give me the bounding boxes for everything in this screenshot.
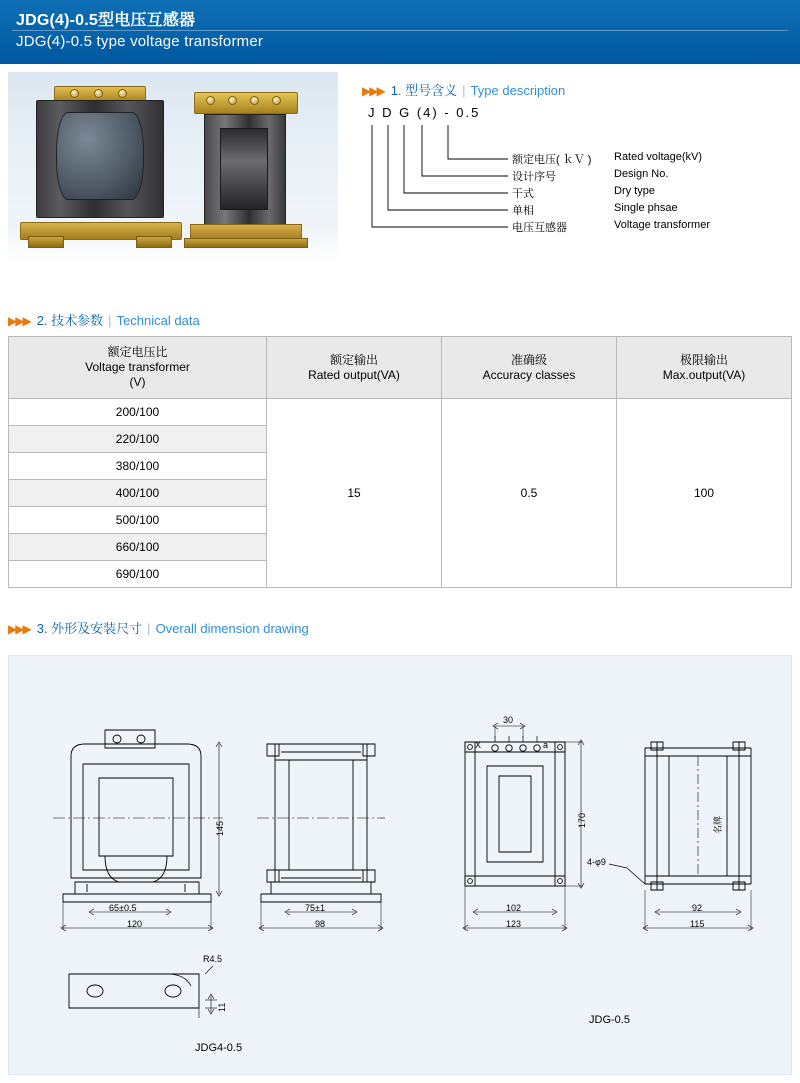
header-en: Max.output(VA) xyxy=(662,367,746,382)
type-code: J D G (4) - 0.5 xyxy=(368,105,481,120)
cell-max-output: 100 xyxy=(617,399,792,588)
legend-label-en: Dry type xyxy=(614,185,655,197)
screw-icon xyxy=(272,96,281,105)
table-header-rated-output xyxy=(267,337,442,399)
screw-icon xyxy=(118,89,127,98)
section-number: 2. xyxy=(36,313,48,328)
legend-label-cn: 单相 xyxy=(512,205,534,217)
table-header-accuracy-classes xyxy=(442,337,617,399)
section-title-en: Overall dimension drawing xyxy=(155,621,309,636)
header-cn: 额定电压比 xyxy=(107,345,168,359)
dimension-170: 170 xyxy=(577,812,587,828)
cell-voltage-ratio: 500/100 xyxy=(9,507,267,534)
header-en: Accuracy classes xyxy=(482,367,576,382)
arrow-icon: ▶▶▶ xyxy=(362,84,384,98)
screw-icon xyxy=(94,89,103,98)
header-en: Rated output(VA) xyxy=(308,367,400,382)
technical-data-table-wrapper xyxy=(8,336,792,588)
dimension-thickness-11: 11 xyxy=(217,1002,227,1012)
dimension-145: 145 xyxy=(215,820,225,836)
section-title-cn: 技术参数 xyxy=(51,313,104,328)
header-divider xyxy=(12,30,788,31)
section-heading-technical-data xyxy=(8,310,200,329)
cell-voltage-ratio: 690/100 xyxy=(9,561,267,588)
technical-data-table xyxy=(8,336,792,588)
section-number: 1. xyxy=(390,83,402,98)
dimension-30: 30 xyxy=(503,715,514,725)
header-cn: 准确级 xyxy=(510,352,547,367)
arrow-icon: ▶▶▶ xyxy=(8,622,30,636)
section-title-en: Type description xyxy=(470,83,566,98)
legend-label-en: Single phsae xyxy=(614,202,678,214)
legend-label-cn: 设计序号 xyxy=(512,171,556,183)
screw-icon xyxy=(206,96,215,105)
screw-icon xyxy=(228,96,237,105)
header-en: Voltage transformer xyxy=(85,360,190,374)
dimension-102: 102 xyxy=(506,903,522,913)
product-photo xyxy=(8,72,338,262)
page-title-cn: JDG(4)-0.5型电压互感器 xyxy=(16,12,196,29)
nameplate-label: 名牌 xyxy=(713,815,723,834)
dimension-123: 123 xyxy=(506,919,522,929)
arrow-icon: ▶▶▶ xyxy=(8,314,30,328)
screw-icon xyxy=(250,96,259,105)
left-transformer-foot xyxy=(28,236,64,248)
table-header-max-output xyxy=(617,337,792,399)
dimension-75: 75±1 xyxy=(305,903,325,913)
page-header xyxy=(0,0,800,64)
cell-voltage-ratio: 380/100 xyxy=(9,453,267,480)
cell-voltage-ratio: 200/100 xyxy=(9,399,267,426)
terminal-mark-a: a xyxy=(543,740,549,750)
page-title-en: JDG(4)-0.5 type voltage transformer xyxy=(16,33,264,50)
cell-voltage-ratio: 220/100 xyxy=(9,426,267,453)
legend-label-cn: 干式 xyxy=(512,188,534,200)
terminal-mark-x: X xyxy=(475,740,482,750)
divider: | xyxy=(462,83,466,98)
section-title-cn: 外形及安装尺寸 xyxy=(51,621,143,636)
left-transformer-foot xyxy=(136,236,172,248)
dimension-115: 115 xyxy=(690,919,705,929)
legend-label-cn: 额定电压( ｋＶ ) xyxy=(512,154,592,166)
cell-rated-output: 15 xyxy=(267,399,442,588)
header-cn: 额定输出 xyxy=(329,352,378,367)
legend-label-en: Rated voltage(kV) xyxy=(614,151,703,163)
dimension-92: 92 xyxy=(692,903,703,913)
dimension-r4-5: R4.5 xyxy=(203,954,223,964)
dimension-65: 65±0.5 xyxy=(109,903,137,913)
drawing-caption-jdg4: JDG4-0.5 xyxy=(195,1042,243,1054)
table-header-voltage-ratio xyxy=(9,337,267,399)
dimension-drawing-svg xyxy=(9,656,793,1074)
table-row xyxy=(9,399,792,426)
screw-icon xyxy=(70,89,79,98)
drawing-caption-jdg: JDG-0.5 xyxy=(589,1014,630,1026)
right-transformer-foot xyxy=(184,238,308,248)
section-heading-type-description xyxy=(362,80,565,99)
section-title-en: Technical data xyxy=(116,313,200,328)
divider: | xyxy=(147,621,151,636)
header-cn: 极限输出 xyxy=(679,352,728,367)
cell-voltage-ratio: 400/100 xyxy=(9,480,267,507)
dimension-98: 98 xyxy=(315,919,326,929)
section-title-cn: 型号含义 xyxy=(405,83,458,98)
legend-label-en: Voltage transformer xyxy=(614,219,710,231)
type-description-leader-lines xyxy=(360,105,790,255)
left-transformer-coil xyxy=(56,112,144,200)
cell-accuracy-class: 0.5 xyxy=(442,399,617,588)
section-heading-dimension-drawing xyxy=(8,618,309,637)
dimension-120: 120 xyxy=(127,919,143,929)
cell-voltage-ratio: 660/100 xyxy=(9,534,267,561)
type-description-diagram xyxy=(360,105,790,255)
dimension-drawing-area xyxy=(8,655,792,1075)
section-number: 3. xyxy=(36,621,48,636)
header-unit: (V) xyxy=(129,375,146,389)
right-transformer-coil xyxy=(220,128,268,210)
table-header-row xyxy=(9,337,792,399)
divider: | xyxy=(108,313,112,328)
legend-label-en: Design No. xyxy=(614,168,669,180)
legend-label-cn: 电压互感器 xyxy=(512,222,567,234)
dimension-hole-4-phi-9: 4-φ9 xyxy=(587,857,606,867)
